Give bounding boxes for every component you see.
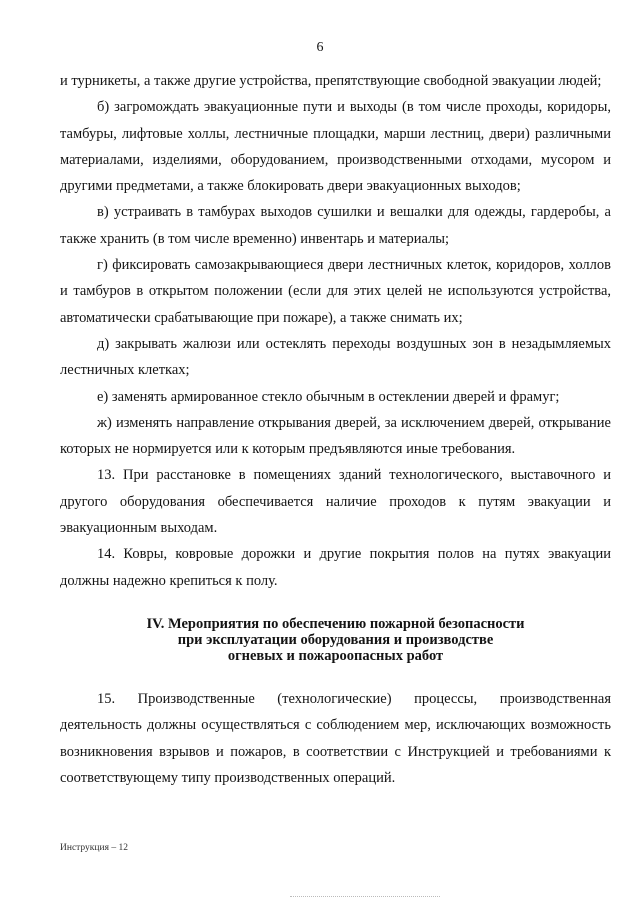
section-gap bbox=[60, 594, 611, 616]
paragraph-15: 15. Производственные (технологические) процессы, производственная деятельность должны осуществляться с соблюдением мер, исключающих возможность возникновения взрывов и пожаров, в соответствии с Инструкцией и требованиями к соответствующему типу производственных операций. bbox=[60, 690, 611, 786]
section-heading-line: огневых и пожароопасных работ bbox=[227, 647, 444, 664]
section-heading-line: IV. Мероприятия по обеспечению пожарной безопасности bbox=[146, 615, 525, 632]
paragraph-item-e: е) заменять армированное стекло обычным в остеклении дверей и фрамуг; bbox=[97, 388, 560, 405]
paragraph-14: 14. Ковры, ковровые дорожки и другие покрытия полов на путях эвакуации должны надежно крепиться к полу. bbox=[60, 546, 611, 589]
document-body bbox=[60, 68, 611, 791]
page-number: 6 bbox=[316, 40, 324, 55]
section-heading bbox=[60, 616, 611, 664]
section-gap bbox=[60, 664, 611, 686]
paragraph-13: 13. При расстановке в помещениях зданий технологического, выставочного и другого оборудования обеспечивается наличие проходов к путям эвакуации и эвакуационным выходам. bbox=[60, 467, 611, 537]
paragraph-item-v: в) устраивать в тамбурах выходов сушилки и вешалки для одежды, гардеробы, а также хранить (в том числе временно) инвентарь и материалы; bbox=[60, 204, 611, 247]
paragraph-item-b: б) загромождать эвакуационные пути и выходы (в том числе проходы, коридоры, тамбуры, лифтовые холлы, лестничные площадки, марши лестниц, двери) различными материалами, изделиями, оборудованием, производственными отходами, мусором и другими предметами, а также блокировать двери эвакуационных выходов; bbox=[60, 99, 611, 195]
paragraph-item-d: д) закрывать жалюзи или остеклять переходы воздушных зон в незадымляемых лестничных клетках; bbox=[60, 335, 611, 379]
paragraph-continuation: и турникеты, а также другие устройства, препятствующие свободной эвакуации людей; bbox=[60, 73, 602, 89]
footer-label: Инструкция – 12 bbox=[60, 843, 128, 853]
paragraph-item-g: г) фиксировать самозакрывающиеся двери лестничных клеток, коридоров, холлов и тамбуров в открытом положении (если для этих целей не используются устройства, автоматически срабатывающие при пожаре), а также снимать их; bbox=[60, 257, 611, 326]
scan-artifact bbox=[290, 896, 440, 901]
section-heading-line: при эксплуатации оборудования и производстве bbox=[177, 631, 494, 648]
paragraph-item-zh: ж) изменять направление открывания дверей, за исключением дверей, открывание которых не нормируется или к которым предъявляются иные требования. bbox=[60, 414, 611, 458]
